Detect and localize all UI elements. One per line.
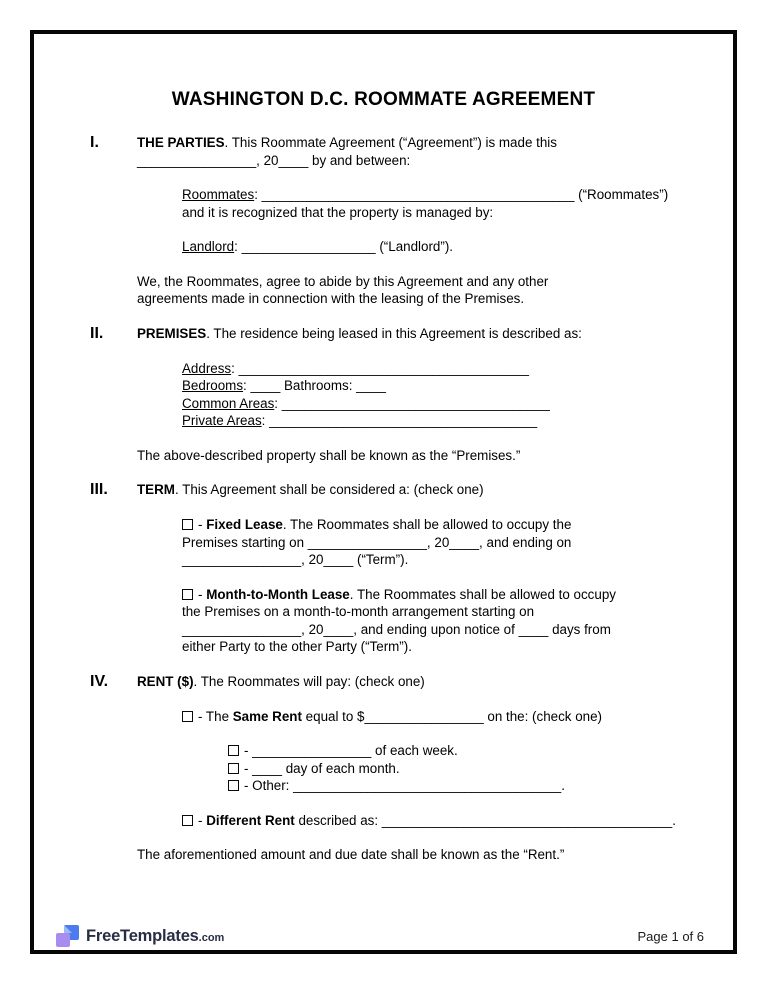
- checkbox-month-to-month-icon[interactable]: [182, 589, 193, 600]
- landlord-clause: [34, 238, 733, 256]
- m2m-line4: either Party to the other Party (“Term”).: [182, 639, 412, 654]
- m2m-line3: ________________, 20____, and ending upon notice of ____ days from: [182, 621, 611, 637]
- section-body: [137, 325, 582, 343]
- date-blank-line: ________________, 20____ by and between:: [137, 152, 411, 168]
- fixed-lease-label: Fixed Lease: [206, 517, 283, 532]
- agreement-paragraph: [34, 273, 733, 308]
- page-footer: [56, 925, 704, 948]
- different-rent-label: Different Rent: [206, 812, 295, 828]
- section-term: [34, 481, 733, 499]
- checkbox-same-rent-icon[interactable]: [182, 711, 193, 722]
- page-number: Page 1 of 6: [637, 929, 704, 944]
- private-areas-blank: : ____________________________________: [261, 413, 538, 428]
- section-rent: [34, 673, 733, 691]
- landlord-label: Landlord: [182, 239, 235, 254]
- m2m-label: Month-to-Month Lease: [206, 586, 350, 602]
- common-areas-label: Common Areas: [182, 395, 275, 411]
- rent-note-text: The aforementioned amount and due date shall be known as the “Rent.”: [137, 847, 565, 862]
- m2m-line2: the Premises on a month-to-month arrangement starting on: [182, 604, 535, 619]
- fixed-lease-option: [34, 516, 733, 569]
- section-the-parties: [34, 134, 733, 169]
- different-rent-option: [34, 812, 733, 830]
- section-body: [137, 673, 425, 691]
- section-body: [137, 481, 484, 499]
- same-rent-option: [34, 708, 733, 726]
- agreement-line2: agreements made in connection with the leasing of the Premises.: [137, 291, 525, 306]
- roommates-clause: [34, 186, 733, 221]
- checkbox-fixed-lease-icon[interactable]: [182, 519, 193, 530]
- checkbox-other-icon[interactable]: [228, 780, 239, 791]
- premises-fields: [34, 360, 733, 430]
- section-numeral: II.: [90, 324, 104, 342]
- rent-option-weekly: [228, 742, 733, 760]
- checkbox-different-rent-icon[interactable]: [182, 815, 193, 826]
- fixed-lease-line2: Premises starting on ________________, 20____, and ending on: [182, 534, 572, 550]
- private-areas-label: Private Areas: [182, 413, 262, 428]
- fixed-lease-text: . The Roommates shall be allowed to occupy the: [282, 517, 572, 532]
- address-label: Address: [182, 360, 232, 376]
- rent-option-weekly-text: - ________________ of each week.: [244, 743, 458, 758]
- m2m-text: . The Roommates shall be allowed to occupy: [349, 586, 616, 602]
- section-body: [137, 134, 557, 169]
- document-title: WASHINGTON D.C. ROOMMATE AGREEMENT: [171, 89, 596, 110]
- roommates-blank: : __________________________________________ (“Roommates”): [254, 187, 669, 202]
- roommates-label: Roommates: [182, 187, 255, 202]
- fixed-lease-pre: -: [198, 517, 207, 532]
- rent-option-other-text: - Other: ____________________________________.: [244, 778, 565, 793]
- section-intro: . The residence being leased in this Agreement is described as:: [206, 325, 582, 341]
- brand-name: FreeTemplates: [86, 927, 199, 945]
- premises-note-text: The above-described property shall be known as the “Premises.”: [137, 447, 521, 463]
- rent-option-monthly: [228, 760, 733, 778]
- m2m-pre: -: [198, 586, 207, 602]
- agreement-line1: We, the Roommates, agree to abide by this Agreement and any other: [137, 273, 549, 289]
- section-numeral: I.: [90, 134, 99, 151]
- same-rent-text: equal to $________________ on the: (check one): [301, 708, 603, 724]
- section-intro: . This Agreement shall be considered a: (check one): [174, 482, 484, 497]
- landlord-blank: : __________________ (“Landlord”).: [234, 239, 454, 254]
- same-rent-pre: - The: [198, 708, 233, 724]
- section-heading: TERM: [137, 482, 175, 497]
- premises-note: [34, 447, 733, 465]
- checkbox-weekly-icon[interactable]: [228, 745, 239, 756]
- brand-suffix: .com: [198, 932, 225, 944]
- different-rent-text: described as: _______________________________________.: [294, 812, 676, 828]
- rent-note: [34, 846, 733, 864]
- common-areas-blank: : ____________________________________: [274, 395, 550, 411]
- same-rent-label: Same Rent: [232, 708, 302, 724]
- fixed-lease-line3: ________________, 20____ (“Term”).: [182, 552, 409, 567]
- address-blank: : _______________________________________: [231, 360, 530, 376]
- freetemplates-logo[interactable]: [56, 925, 224, 948]
- section-premises: [34, 325, 733, 343]
- section-intro: . The Roommates will pay: (check one): [193, 673, 425, 689]
- section-heading: THE PARTIES: [137, 135, 225, 150]
- section-heading: PREMISES: [137, 325, 207, 341]
- section-numeral: III.: [90, 481, 108, 498]
- section-heading: RENT ($): [137, 673, 194, 689]
- bedrooms-bathrooms-blank: : ____ Bathrooms: ____: [243, 378, 386, 393]
- same-rent-suboptions: [34, 742, 733, 795]
- rent-option-other: [228, 777, 733, 795]
- month-to-month-option: [34, 586, 733, 656]
- section-intro: . This Roommate Agreement (“Agreement”) is made this: [224, 135, 557, 150]
- checkbox-monthly-icon[interactable]: [228, 763, 239, 774]
- bedrooms-label: Bedrooms: [182, 378, 244, 393]
- different-rent-pre: -: [198, 812, 207, 828]
- roommates-line2: and it is recognized that the property is managed by:: [182, 204, 494, 220]
- folded-pages-icon: [56, 925, 79, 948]
- rent-option-monthly-text: - ____ day of each month.: [244, 760, 400, 776]
- page-content: [34, 34, 733, 950]
- section-numeral: IV.: [90, 672, 109, 690]
